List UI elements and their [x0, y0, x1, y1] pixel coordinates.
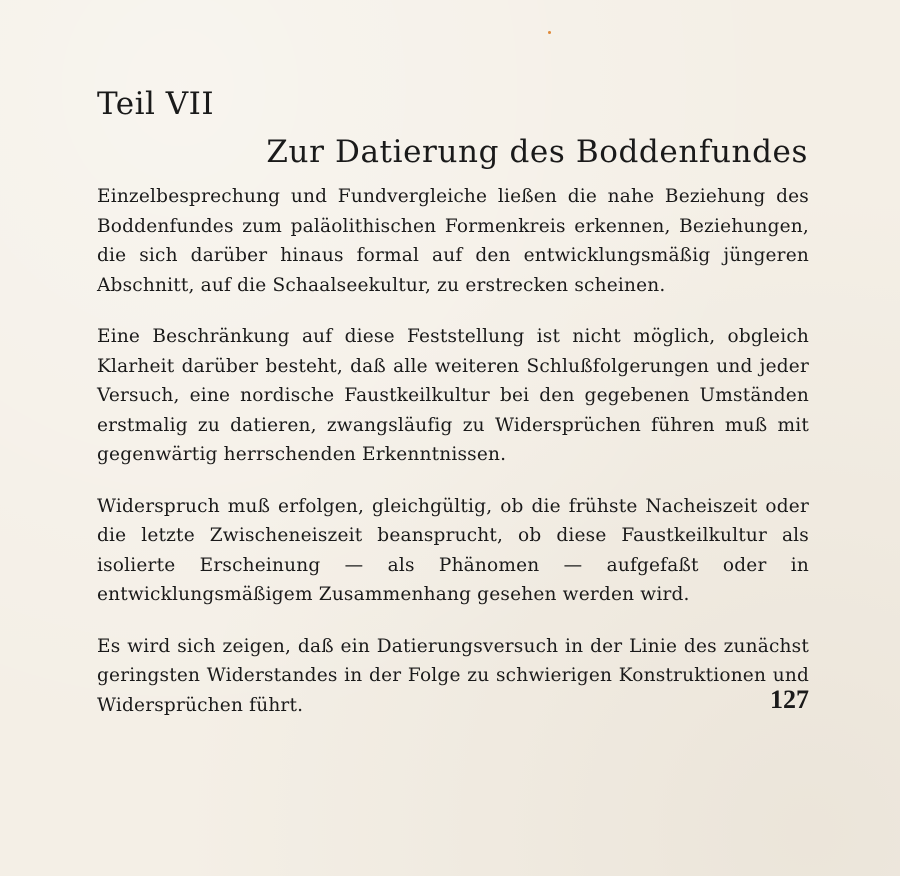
paragraph: Widerspruch muß erfolgen, gleichgültig, ob die frühste Nacheiszeit oder die letzte Zwischeneiszeit beansprucht, ob diese Faustkeilkultur als isolierte Erscheinung — als Phänomen — aufgefaßt oder in entwicklungsmäßigem Zusammenhang gesehen werden wird.	[97, 495, 809, 605]
paragraph: Es wird sich zeigen, daß ein Datierungsversuch in der Linie des zunächst geringsten Widerstandes in der Folge zu schwierigen Konstruktionen und Widersprüchen führt.	[97, 635, 809, 716]
paragraph: Einzelbesprechung und Fundvergleiche ließen die nahe Beziehung des Boddenfundes zum paläolithischen Formenkreis erkennen, Beziehungen, die sich darüber hinaus formal auf den entwicklungsmäßig jüngeren Abschnitt, auf die Schaalseekultur, zu erstrecken scheinen.	[97, 186, 809, 296]
paper-speck	[548, 31, 551, 34]
body-text	[97, 182, 809, 742]
chapter-title: Zur Datierung des Boddenfundes	[266, 134, 808, 170]
page-number: 127	[770, 685, 809, 714]
paragraph: Eine Beschränkung auf diese Feststellung ist nicht möglich, obgleich Klarheit darüber besteht, daß alle weiteren Schlußfolgerungen und jeder Versuch, eine nordische Faustkeilkultur bei den gegebenen Umständen erstmalig zu datieren, zwangsläufig zu Widersprüchen führen muß mit gegenwärtig herrschenden Erkenntnissen.	[97, 326, 809, 465]
part-label: Teil VII	[97, 86, 215, 122]
